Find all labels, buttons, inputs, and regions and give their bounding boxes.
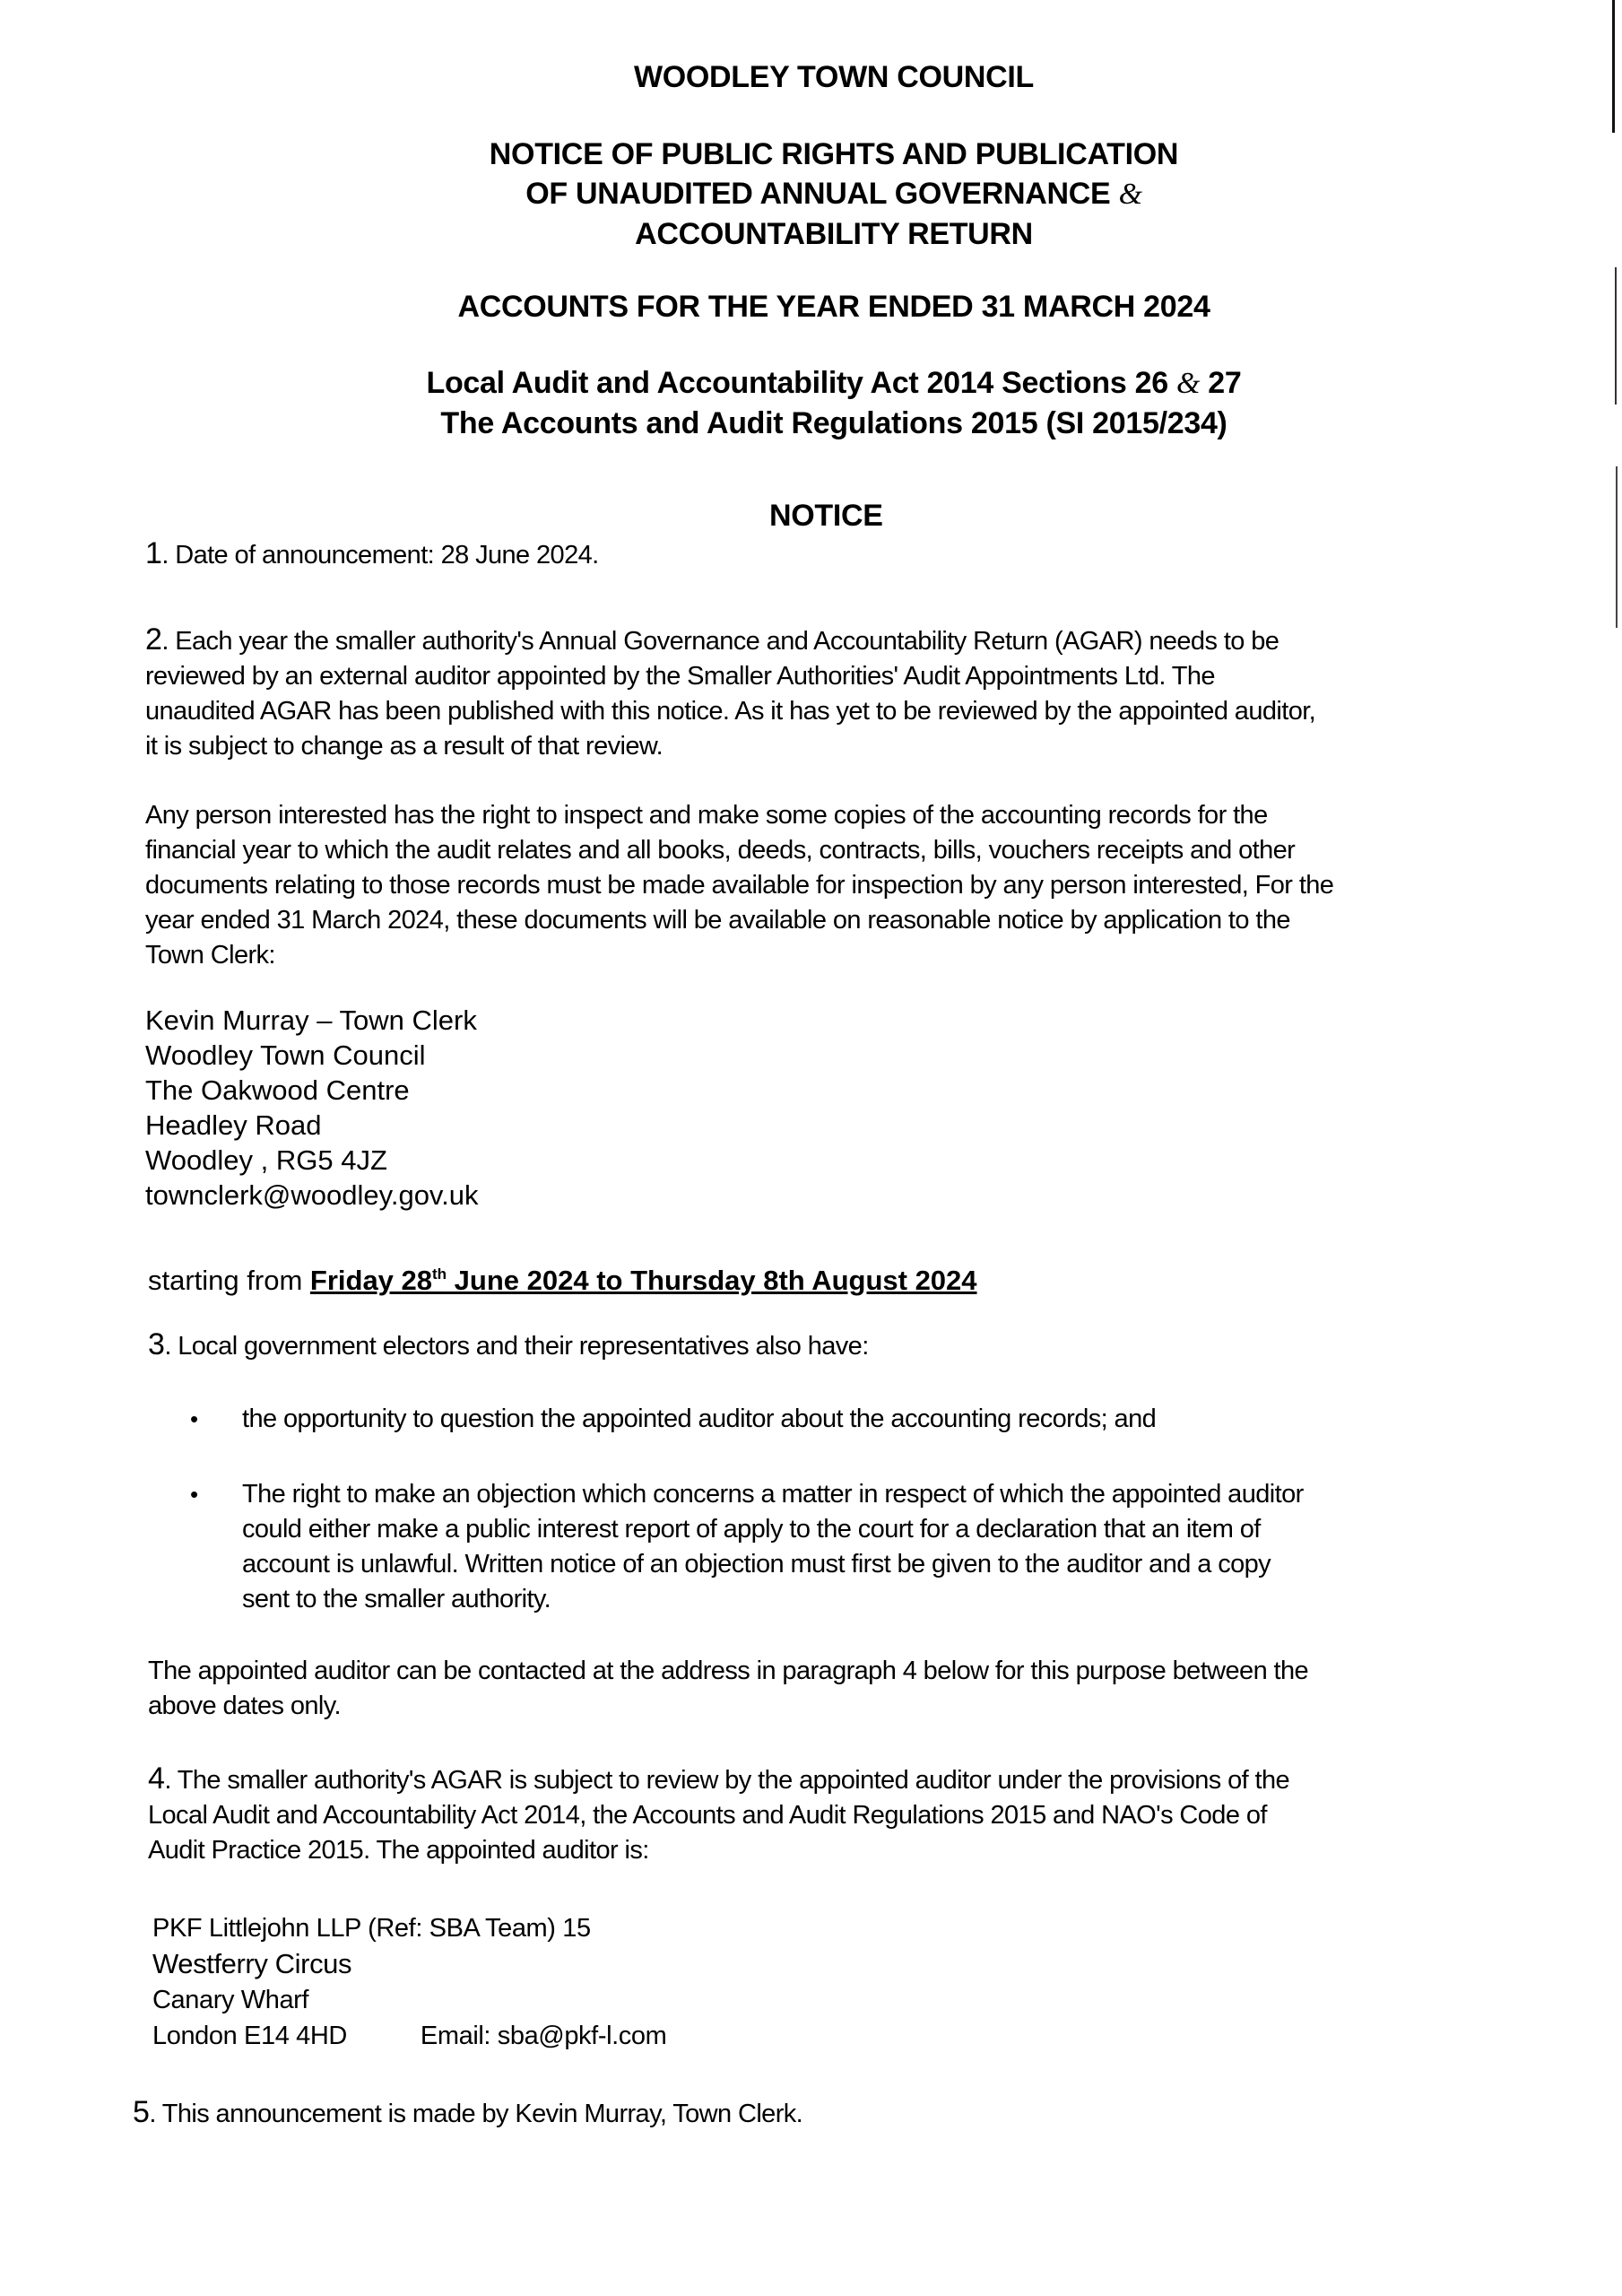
announcement-date: . Date of announcement: 28 June 2024. [161, 541, 599, 570]
paragraph-line: Any person interested has the right to inspect and make some copies of the accounting records for the [145, 801, 1268, 830]
address-line: Westferry Circus [152, 1948, 352, 1979]
paragraph-line: Town Clerk: [145, 941, 275, 970]
scan-margin-line [1616, 466, 1618, 628]
council-name: WOODLEY TOWN COUNCIL [633, 60, 1035, 94]
paragraph-line: . The smaller authority's AGAR is subject to review by the appointed auditor under the provisions of the [164, 1766, 1290, 1795]
bullet-item [170, 1402, 1569, 1437]
address-line: The Oakwood Centre [145, 1074, 410, 1106]
bullet-icon: • [190, 1481, 198, 1508]
section-4 [148, 1761, 1289, 1868]
paragraph-line: Audit Practice 2015. The appointed auditor is: [148, 1836, 649, 1865]
bullet-text: sent to the smaller authority. [242, 1585, 551, 1613]
legislation-line1-text: Local Audit and Accountability Act 2014 Sections 26 [426, 366, 1176, 400]
legislation-line1 [0, 363, 1622, 404]
auditor-email-link[interactable]: Email: sba@pkf-l.com [420, 2022, 667, 2050]
notice-title-line3: ACCOUNTABILITY RETURN [635, 217, 1033, 251]
section-number: 2 [145, 622, 162, 657]
period-prefix: starting from [148, 1265, 310, 1296]
section-5 [133, 2095, 802, 2132]
clerk-email-link[interactable]: townclerk@woodley.gov.uk [145, 1179, 479, 1211]
section-3 [148, 1327, 869, 1364]
announcement-attribution: . This announcement is made by Kevin Murray, Town Clerk. [149, 2100, 803, 2128]
ordinal-suffix: th [432, 1265, 447, 1283]
section-3-intro: . Local government electors and their representatives also have: [164, 1332, 869, 1361]
paragraph-line: unaudited AGAR has been published with this notice. As it has yet to be reviewed by the appointed auditor, [145, 697, 1316, 726]
start-date: Friday 28 [309, 1265, 433, 1296]
paragraph-line: The appointed auditor can be contacted at the address in paragraph 4 below for this purpose between the [148, 1657, 1309, 1685]
bullet-item [170, 1477, 1569, 1617]
legislation-line2: The Accounts and Audit Regulations 2015 (SI 2015/234) [440, 406, 1227, 440]
town-clerk-address [145, 1003, 479, 1213]
address-line: Headley Road [145, 1109, 322, 1141]
paragraph-line: it is subject to change as a result of that review. [145, 732, 664, 761]
inspection-period [148, 1263, 977, 1298]
ampersand: & [1175, 367, 1201, 400]
auditor-name: PKF Littlejohn LLP (Ref: SBA Team) 15 [152, 1914, 591, 1943]
address-line: London E14 4HD [152, 2022, 347, 2050]
paragraph-line: reviewed by an external auditor appointed by the Smaller Authorities' Audit Appointments Ltd. The [145, 662, 1215, 691]
section-1 [145, 536, 599, 573]
section-number: 5 [133, 2095, 150, 2129]
notice-title-line2-text: OF UNAUDITED ANNUAL GOVERNANCE [525, 177, 1119, 211]
inspection-rights-paragraph [145, 798, 1333, 973]
address-line: Woodley , RG5 4JZ [145, 1144, 387, 1176]
section-number: 1 [145, 536, 162, 570]
accounts-year-heading: ACCOUNTS FOR THE YEAR ENDED 31 MARCH 2024 [457, 290, 1210, 324]
address-line: Woodley Town Council [145, 1039, 426, 1071]
section-number: 3 [148, 1327, 165, 1361]
auditor-contact-paragraph [148, 1654, 1308, 1724]
address-line: Canary Wharf [152, 1986, 309, 2014]
notice-title-line2 [0, 174, 1622, 214]
inspection-dates [310, 1265, 977, 1296]
clerk-name: Kevin Murray – Town Clerk [145, 1004, 477, 1036]
bullet-text: could either make a public interest report of apply to the court for a declaration that an item of [242, 1515, 1261, 1544]
legislation-line1-end: 27 [1200, 366, 1242, 400]
auditor-address [152, 1910, 666, 2054]
legislation-heading [0, 363, 1622, 443]
ampersand: & [1118, 178, 1142, 211]
address-line-with-email [152, 2018, 666, 2054]
notice-title [0, 135, 1622, 254]
bullet-text: The right to make an objection which concerns a matter in respect of which the appointed auditor [242, 1480, 1304, 1509]
notice-title-line1: NOTICE OF PUBLIC RIGHTS AND PUBLICATION [489, 137, 1179, 171]
paragraph-line: . Each year the smaller authority's Annual Governance and Accountability Return (AGAR) needs to be [161, 627, 1279, 656]
paragraph-line: documents relating to those records must be made available for inspection by any person interested, For the [145, 871, 1334, 900]
paragraph-line: financial year to which the audit relates and all books, deeds, contracts, bills, vouchers receipts and other [145, 836, 1296, 865]
section-number: 4 [148, 1761, 165, 1796]
notice-heading: NOTICE [769, 499, 883, 533]
bullet-text: account is unlawful. Written notice of an objection must first be given to the auditor and a copy [242, 1550, 1271, 1578]
bullet-icon: • [190, 1405, 198, 1432]
paragraph-line: above dates only. [148, 1692, 341, 1720]
paragraph-line: Local Audit and Accountability Act 2014, the Accounts and Audit Regulations 2015 and NAO's Code of [148, 1801, 1267, 1830]
section-2 [145, 622, 1315, 764]
end-date: June 2024 to Thursday 8th August 2024 [447, 1265, 977, 1296]
bullet-text: the opportunity to question the appointed auditor about the accounting records; and [242, 1405, 1157, 1433]
paragraph-line: year ended 31 March 2024, these documents will be available on reasonable notice by application to the [145, 906, 1290, 935]
